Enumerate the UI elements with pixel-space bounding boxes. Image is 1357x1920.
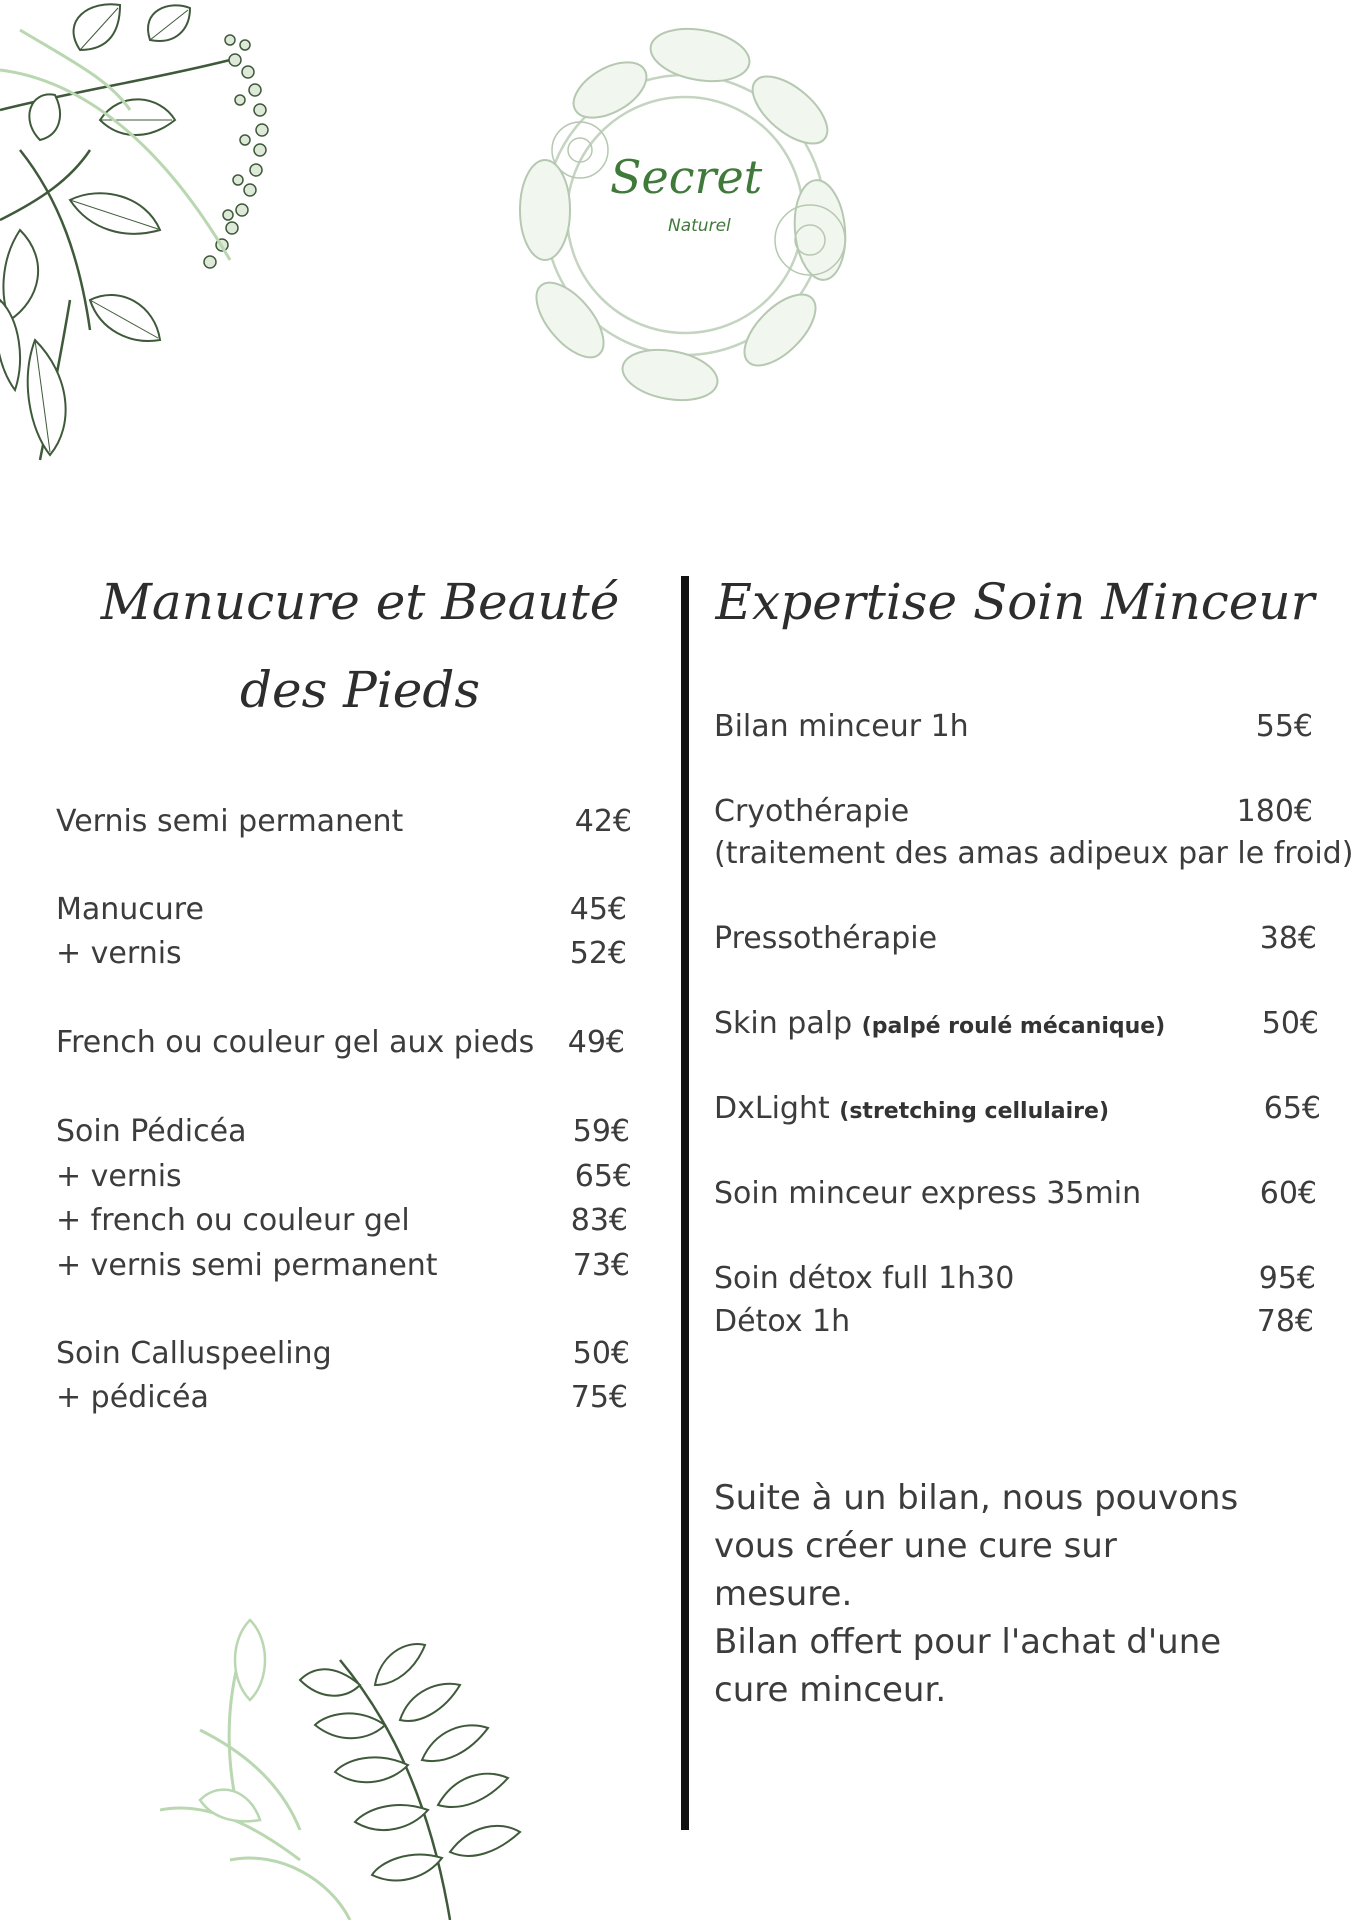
botanical-branch-icon <box>0 0 300 470</box>
footnote <box>714 1474 1274 1714</box>
list-item: Soin minceur express 35min <box>714 1176 1142 1211</box>
list-item: Soin détox full 1h30 <box>714 1261 1015 1296</box>
price: 73€ <box>572 1248 630 1283</box>
list-item: Bilan minceur 1h <box>714 709 969 744</box>
list-item: + french ou couleur gel <box>56 1203 410 1238</box>
item-note: (stretching cellulaire) <box>839 1099 1110 1124</box>
price: 75€ <box>570 1380 628 1415</box>
list-item: + pédicéa <box>56 1380 209 1415</box>
footnote-line: cure minceur. <box>714 1670 947 1710</box>
logo <box>600 150 770 270</box>
footnote-line: mesure. <box>714 1574 853 1614</box>
list-item-detail: (traitement des amas adipeux par le froid) <box>714 836 1354 871</box>
logo-script-text: Secret <box>610 150 763 204</box>
list-item: French ou couleur gel aux pieds <box>56 1025 535 1060</box>
list-item: Soin Pédicéa <box>56 1114 247 1149</box>
list-item: Pressothérapie <box>714 921 938 956</box>
list-item: + vernis <box>56 1159 182 1194</box>
price: 50€ <box>572 1336 630 1371</box>
price: 65€ <box>1263 1091 1321 1126</box>
price: 65€ <box>574 1159 632 1194</box>
list-item: Vernis semi permanent <box>56 804 404 839</box>
list-item: Manucure <box>56 892 204 927</box>
price: 180€ <box>1236 794 1313 829</box>
item-label: Skin palp <box>714 1006 853 1041</box>
price: 45€ <box>569 892 627 927</box>
price: 49€ <box>567 1025 625 1060</box>
list-item: + vernis semi permanent <box>56 1248 438 1283</box>
price: 55€ <box>1255 709 1313 744</box>
section-title-manucure: Manucure et Beauté des Pieds <box>100 573 620 719</box>
price: 42€ <box>574 804 632 839</box>
logo-sub-text: Naturel <box>668 216 731 236</box>
list-item: Soin Calluspeeling <box>56 1336 332 1371</box>
list-item <box>714 1002 1165 1049</box>
item-note: (palpé roulé mécanique) <box>861 1014 1166 1039</box>
price: 38€ <box>1259 921 1317 956</box>
price: 95€ <box>1258 1261 1316 1296</box>
price: 52€ <box>569 936 627 971</box>
footnote-line: Suite à un bilan, nous pouvons <box>714 1478 1239 1518</box>
list-item <box>714 1087 1109 1134</box>
price: 83€ <box>570 1203 628 1238</box>
footnote-line: Bilan offert pour l'achat d'une <box>714 1622 1222 1662</box>
section-title-minceur: Expertise Soin Minceur <box>715 573 1315 631</box>
price: 60€ <box>1259 1176 1317 1211</box>
price: 50€ <box>1261 1006 1319 1041</box>
list-item: Détox 1h <box>714 1304 851 1339</box>
list-item: + vernis <box>56 936 182 971</box>
list-item: Cryothérapie <box>714 794 910 829</box>
fern-leaf-icon <box>160 1600 590 1920</box>
item-label: DxLight <box>714 1091 830 1126</box>
column-divider <box>681 576 689 1830</box>
price: 59€ <box>572 1114 630 1149</box>
price: 78€ <box>1256 1304 1314 1339</box>
footnote-line: vous créer une cure sur <box>714 1526 1117 1566</box>
